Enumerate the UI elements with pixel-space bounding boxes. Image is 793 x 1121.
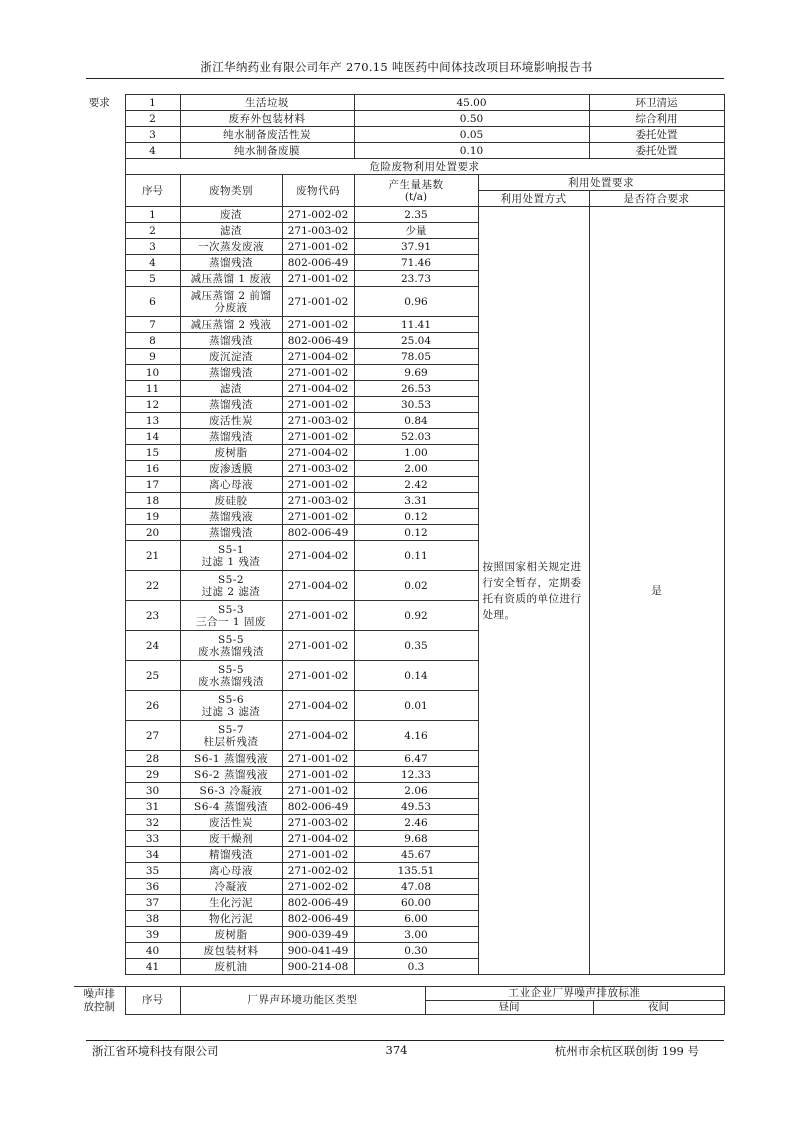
general-amount: 0.50 (354, 111, 589, 127)
hazard-title-row (74, 159, 724, 175)
hazard-type: 废活性炭 (180, 815, 282, 831)
hazard-no: 3 (125, 239, 180, 255)
col-amount-line1: 产生量基数 (388, 178, 444, 191)
hazard-no: 27 (125, 721, 180, 751)
footer-rule (86, 1040, 724, 1041)
hazard-no: 11 (125, 381, 180, 397)
hazard-amount: 少量 (354, 223, 478, 239)
hazard-no: 37 (125, 895, 180, 911)
general-waste-row (74, 111, 724, 127)
hazard-code: 271-004-02 (282, 349, 354, 365)
hazard-code: 802-006-49 (282, 911, 354, 927)
hazard-code: 900-214-08 (282, 959, 354, 975)
hazard-no: 7 (125, 317, 180, 333)
general-disposal: 环卫清运 (589, 95, 724, 111)
hazard-no: 33 (125, 831, 180, 847)
hazard-no: 9 (125, 349, 180, 365)
hazard-amount: 0.84 (354, 413, 478, 429)
general-name: 纯水制备废膜 (180, 143, 354, 159)
hazard-no: 35 (125, 863, 180, 879)
hazard-code: 271-001-02 (282, 429, 354, 445)
hazard-type: 废包装材料 (180, 943, 282, 959)
hazard-code: 271-002-02 (282, 863, 354, 879)
hazard-type (180, 287, 282, 317)
hazard-amount: 2.00 (354, 461, 478, 477)
hazard-amount: 6.00 (354, 911, 478, 927)
hazard-code: 271-004-02 (282, 381, 354, 397)
col-amount (354, 175, 478, 207)
hazard-code: 271-004-02 (282, 721, 354, 751)
hazard-code: 271-002-02 (282, 207, 354, 223)
hazard-no: 4 (125, 255, 180, 271)
waste-table (74, 94, 725, 975)
noise-col-no: 序号 (125, 987, 180, 1015)
hazard-amount: 0.14 (354, 661, 478, 691)
hazard-type: 废沉淀渣 (180, 349, 282, 365)
hazard-code: 271-003-02 (282, 461, 354, 477)
hazard-no: 15 (125, 445, 180, 461)
hazard-no: 30 (125, 783, 180, 799)
general-no: 1 (125, 95, 180, 111)
hazard-code: 271-003-02 (282, 223, 354, 239)
hazard-no: 40 (125, 943, 180, 959)
hazard-code: 802-006-49 (282, 895, 354, 911)
hazard-amount: 9.69 (354, 365, 478, 381)
hazard-no: 20 (125, 525, 180, 541)
hazard-code: 271-003-02 (282, 493, 354, 509)
hazard-type (180, 601, 282, 631)
hazard-code: 271-001-02 (282, 365, 354, 381)
hazard-type-line1: S5-3 (217, 603, 245, 616)
hazard-no: 19 (125, 509, 180, 525)
side-label: 要求 (74, 95, 125, 975)
hazard-amount: 0.35 (354, 631, 478, 661)
hazard-type-line2: 废水蒸馏残渣 (198, 645, 264, 658)
col-method: 利用处置方式 (478, 191, 589, 207)
hazard-header-row (74, 175, 724, 191)
disposal-method: 按照国家相关规定进行安全暂存，定期委托有资质的单位进行处理。 (478, 207, 589, 975)
hazard-no: 39 (125, 927, 180, 943)
hazard-amount: 9.68 (354, 831, 478, 847)
hazard-code: 271-001-02 (282, 661, 354, 691)
hazard-type: S6-1 蒸馏残液 (180, 751, 282, 767)
general-amount: 45.00 (354, 95, 589, 111)
hazard-type (180, 661, 282, 691)
hazard-code: 271-001-02 (282, 239, 354, 255)
col-code: 废物代码 (282, 175, 354, 207)
hazard-type: 离心母液 (180, 477, 282, 493)
hazard-type-line2: 过滤 3 滤渣 (201, 705, 261, 718)
hazard-no: 17 (125, 477, 180, 493)
hazard-code: 271-001-02 (282, 631, 354, 661)
hazard-code: 271-004-02 (282, 445, 354, 461)
hazard-amount: 30.53 (354, 397, 478, 413)
hazard-type: 废干燥剂 (180, 831, 282, 847)
hazard-no: 16 (125, 461, 180, 477)
hazard-amount: 2.42 (354, 477, 478, 493)
hazard-no: 41 (125, 959, 180, 975)
hazard-type: 离心母液 (180, 863, 282, 879)
hazard-type-line1: S5-1 (217, 543, 245, 556)
general-no: 3 (125, 127, 180, 143)
hazard-type (180, 541, 282, 571)
hazard-type: 蒸馏残渣 (180, 255, 282, 271)
hazard-amount: 0.92 (354, 601, 478, 631)
hazard-amount: 78.05 (354, 349, 478, 365)
hazard-amount: 25.04 (354, 333, 478, 349)
hazard-no: 28 (125, 751, 180, 767)
hazard-code: 271-003-02 (282, 815, 354, 831)
hazard-type-line2: 废水蒸馏残渣 (198, 675, 264, 688)
hazard-type-line1: S5-5 (217, 663, 245, 676)
hazard-code: 271-001-02 (282, 317, 354, 333)
hazard-code: 271-004-02 (282, 831, 354, 847)
hazard-code: 271-001-02 (282, 847, 354, 863)
hazard-type: 废渣 (180, 207, 282, 223)
hazard-type (180, 571, 282, 601)
hazard-amount: 3.31 (354, 493, 478, 509)
hazard-amount: 12.33 (354, 767, 478, 783)
hazard-code: 271-004-02 (282, 571, 354, 601)
hazard-code: 271-001-02 (282, 601, 354, 631)
hazard-code: 802-006-49 (282, 333, 354, 349)
noise-col-night: 夜间 (593, 1001, 724, 1015)
hazard-code: 271-001-02 (282, 477, 354, 493)
general-disposal: 委托处置 (589, 127, 724, 143)
hazard-title: 危险废物利用处置要求 (125, 159, 724, 175)
hazard-no: 34 (125, 847, 180, 863)
header-rule (86, 78, 724, 79)
general-name: 废弃外包装材料 (180, 111, 354, 127)
col-req: 利用处置要求 (478, 175, 724, 191)
hazard-no: 31 (125, 799, 180, 815)
general-disposal: 综合利用 (589, 111, 724, 127)
hazard-amount: 47.08 (354, 879, 478, 895)
hazard-amount: 2.06 (354, 783, 478, 799)
hazard-code: 271-004-02 (282, 691, 354, 721)
hazard-amount: 2.35 (354, 207, 478, 223)
hazard-no: 32 (125, 815, 180, 831)
hazard-amount: 1.00 (354, 445, 478, 461)
hazard-type: 生化污泥 (180, 895, 282, 911)
hazard-no: 13 (125, 413, 180, 429)
hazard-amount: 71.46 (354, 255, 478, 271)
hazard-amount: 11.41 (354, 317, 478, 333)
hazard-amount: 0.11 (354, 541, 478, 571)
hazard-no: 23 (125, 601, 180, 631)
hazard-type: 蒸馏残渣 (180, 429, 282, 445)
hazard-code: 271-001-02 (282, 287, 354, 317)
hazard-no: 6 (125, 287, 180, 317)
noise-col-day: 昼间 (425, 1001, 593, 1015)
col-type: 废物类别 (180, 175, 282, 207)
hazard-type-line1: S5-5 (217, 633, 245, 646)
hazard-code: 271-001-02 (282, 509, 354, 525)
footer-page-number: 374 (385, 1043, 408, 1057)
hazard-no: 26 (125, 691, 180, 721)
compliance-value: 是 (589, 207, 724, 975)
hazard-type (180, 721, 282, 751)
hazard-no: 21 (125, 541, 180, 571)
hazard-type (180, 691, 282, 721)
hazard-type: 物化污泥 (180, 911, 282, 927)
hazard-code: 802-006-49 (282, 799, 354, 815)
hazard-no: 8 (125, 333, 180, 349)
noise-col-standard: 工业企业厂界噪声排放标准 (425, 987, 724, 1001)
hazard-code: 900-041-49 (282, 943, 354, 959)
hazard-amount: 0.02 (354, 571, 478, 601)
col-amount-line2: (t/a) (404, 190, 428, 203)
col-no: 序号 (125, 175, 180, 207)
hazard-amount: 52.03 (354, 429, 478, 445)
hazard-type: S6-3 冷凝液 (180, 783, 282, 799)
hazard-amount: 45.67 (354, 847, 478, 863)
general-no: 2 (125, 111, 180, 127)
hazard-code: 900-039-49 (282, 927, 354, 943)
hazard-amount: 2.46 (354, 815, 478, 831)
hazard-code: 271-001-02 (282, 397, 354, 413)
hazard-type: 蒸馏残渣 (180, 397, 282, 413)
hazard-no: 29 (125, 767, 180, 783)
hazard-type-line2: 过滤 1 残渣 (201, 555, 261, 568)
hazard-code: 271-001-02 (282, 751, 354, 767)
hazard-type: 蒸馏残渣 (180, 333, 282, 349)
hazard-type-line1: S5-2 (217, 573, 245, 586)
hazard-type-line2: 三合一 1 固废 (196, 615, 266, 628)
hazard-type-line2: 过滤 2 滤渣 (201, 585, 261, 598)
hazard-type: 废渗透膜 (180, 461, 282, 477)
noise-table (74, 986, 725, 1015)
hazard-no: 24 (125, 631, 180, 661)
hazard-type-line2: 分废液 (214, 301, 248, 314)
hazard-amount: 23.73 (354, 271, 478, 287)
general-name: 纯水制备废活性炭 (180, 127, 354, 143)
general-waste-row (74, 143, 724, 159)
footer-address: 杭州市余杭区联创街 199 号 (554, 1044, 699, 1058)
hazard-no: 2 (125, 223, 180, 239)
hazard-amount: 26.53 (354, 381, 478, 397)
hazard-amount: 49.53 (354, 799, 478, 815)
hazard-type: 蒸馏残液 (180, 509, 282, 525)
hazard-type-line1: 减压蒸馏 2 前馏 (190, 289, 272, 302)
page-header: 浙江华纳药业有限公司年产 270.15 吨医药中间体技改项目环境影响报告书 (200, 60, 593, 74)
hazard-amount: 0.01 (354, 691, 478, 721)
noise-col-zone: 厂界声环境功能区类型 (180, 987, 425, 1015)
hazard-code: 802-006-49 (282, 525, 354, 541)
hazard-code: 271-001-02 (282, 271, 354, 287)
hazard-type: 废机油 (180, 959, 282, 975)
hazard-type-line1: S5-7 (217, 723, 245, 736)
hazard-amount: 37.91 (354, 239, 478, 255)
hazard-type (180, 631, 282, 661)
hazard-code: 271-002-02 (282, 879, 354, 895)
general-waste-row (74, 95, 724, 111)
hazard-no: 5 (125, 271, 180, 287)
general-amount: 0.05 (354, 127, 589, 143)
general-no: 4 (125, 143, 180, 159)
hazard-type: 废活性炭 (180, 413, 282, 429)
hazard-amount: 3.00 (354, 927, 478, 943)
hazard-type: 废树脂 (180, 927, 282, 943)
hazard-no: 14 (125, 429, 180, 445)
hazard-code: 802-006-49 (282, 255, 354, 271)
hazard-type: 蒸馏残渣 (180, 365, 282, 381)
hazard-amount: 6.47 (354, 751, 478, 767)
hazard-type: 滤渣 (180, 381, 282, 397)
hazard-type: 减压蒸馏 2 残液 (180, 317, 282, 333)
hazard-no: 18 (125, 493, 180, 509)
hazard-amount: 0.12 (354, 525, 478, 541)
general-waste-row (74, 127, 724, 143)
hazard-row (74, 207, 724, 223)
hazard-no: 25 (125, 661, 180, 691)
col-compliance: 是否符合要求 (589, 191, 724, 207)
hazard-code: 271-001-02 (282, 783, 354, 799)
noise-side-label: 噪声排 放控制 (74, 987, 125, 1015)
hazard-amount: 0.12 (354, 509, 478, 525)
hazard-type: S6-2 蒸馏残液 (180, 767, 282, 783)
general-name: 生活垃圾 (180, 95, 354, 111)
hazard-type-line2: 柱层析残渣 (203, 735, 259, 748)
hazard-code: 271-003-02 (282, 413, 354, 429)
hazard-type: 减压蒸馏 1 废液 (180, 271, 282, 287)
hazard-type: S6-4 蒸馏残渣 (180, 799, 282, 815)
hazard-type: 废树脂 (180, 445, 282, 461)
hazard-no: 38 (125, 911, 180, 927)
hazard-code: 271-004-02 (282, 541, 354, 571)
hazard-amount: 0.3 (354, 959, 478, 975)
hazard-type: 一次蒸发废液 (180, 239, 282, 255)
hazard-code: 271-001-02 (282, 767, 354, 783)
hazard-no: 22 (125, 571, 180, 601)
general-disposal: 委托处置 (589, 143, 724, 159)
hazard-amount: 60.00 (354, 895, 478, 911)
hazard-type: 精馏残渣 (180, 847, 282, 863)
hazard-amount: 0.96 (354, 287, 478, 317)
hazard-amount: 0.30 (354, 943, 478, 959)
hazard-no: 12 (125, 397, 180, 413)
footer-company: 浙江省环境科技有限公司 (92, 1044, 219, 1058)
hazard-no: 1 (125, 207, 180, 223)
hazard-amount: 135.51 (354, 863, 478, 879)
hazard-amount: 4.16 (354, 721, 478, 751)
hazard-type: 废硅胶 (180, 493, 282, 509)
hazard-no: 36 (125, 879, 180, 895)
hazard-no: 10 (125, 365, 180, 381)
hazard-type: 蒸馏残渣 (180, 525, 282, 541)
general-amount: 0.10 (354, 143, 589, 159)
hazard-type: 滤渣 (180, 223, 282, 239)
hazard-type-line1: S5-6 (217, 693, 245, 706)
hazard-type: 冷凝液 (180, 879, 282, 895)
